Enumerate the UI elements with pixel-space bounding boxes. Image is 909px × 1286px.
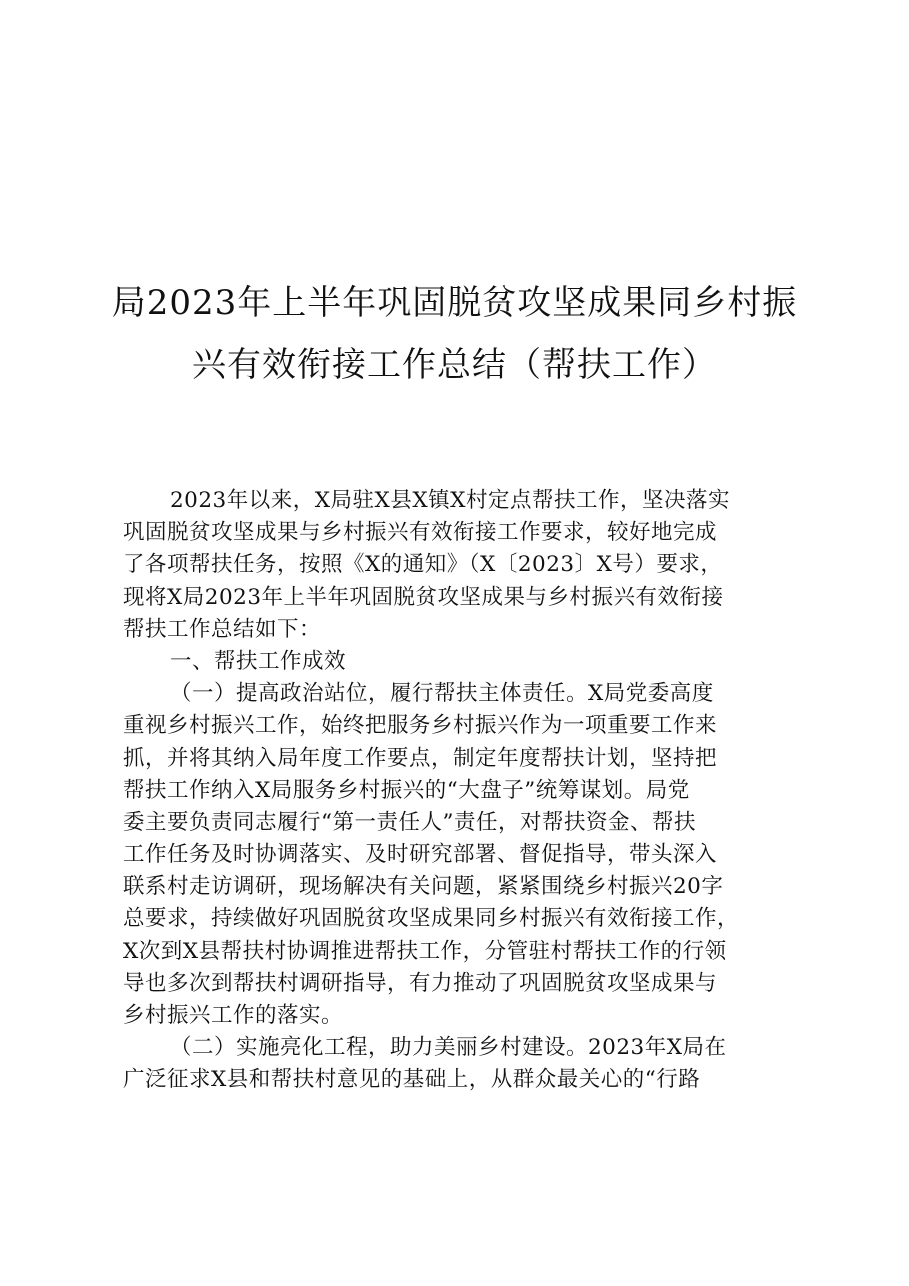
paragraph-line: 工作任务及时协调落实、及时研究部署、督促指导，带头深入 [123, 842, 718, 868]
paragraph-line: 委主要负责同志履行“第一责任人”责任，对帮扶资金、帮扶 [123, 809, 696, 835]
paragraph-line: 了各项帮扶任务，按照《X的通知》（X〔2023〕X号）要求， [123, 552, 723, 578]
paragraph-line: 抓，并将其纳入局年度工作要点，制定年度帮扶计划，坚持把 [123, 745, 718, 771]
paragraph-line: 帮扶工作总结如下： [123, 616, 322, 642]
document-title-line-1: 局2023年上半年巩固脱贫攻坚成果同乡村振 [111, 283, 798, 323]
paragraph-line: 乡村振兴工作的落实。 [123, 1003, 344, 1028]
section-heading: 一、帮扶工作成效 [170, 648, 347, 674]
paragraph-line: 重视乡村振兴工作，始终把服务乡村振兴作为一项重要工作来 [123, 713, 718, 739]
paragraph-line: 总要求，持续做好巩固脱贫攻坚成果同乡村振兴有效衔接工作， [123, 906, 740, 932]
paragraph-line: 现将X局2023年上半年巩固脱贫攻坚成果与乡村振兴有效衔接 [123, 584, 724, 610]
paragraph-line: （一）提高政治站位，履行帮扶主体责任。X局党委高度 [170, 681, 714, 707]
paragraph-line: （二）实施亮化工程，助力美丽乡村建设。2023年X局在 [170, 1035, 727, 1061]
document-body [123, 485, 803, 1097]
paragraph-line: 巩固脱贫攻坚成果与乡村振兴有效衔接工作要求，较好地完成 [123, 520, 718, 546]
paragraph-line: 联系村走访调研，现场解决有关问题，紧紧围绕乡村振兴20字 [123, 874, 724, 900]
document-title-line-2: 兴有效衔接工作总结（帮扶工作） [192, 345, 717, 385]
paragraph-line: X次到X县帮扶村协调推进帮扶工作，分管驻村帮扶工作的行领 [123, 938, 727, 964]
paragraph-line: 广泛征求X县和帮扶村意见的基础上，从群众最关心的“行路 [123, 1067, 701, 1093]
paragraph-line: 2023年以来，X局驻X县X镇X村定点帮扶工作，坚决落实 [170, 488, 730, 513]
paragraph-line: 导也多次到帮扶村调研指导，有力推动了巩固脱贫攻坚成果与 [123, 970, 718, 996]
paragraph-line: 帮扶工作纳入X局服务乡村振兴的“大盘子”统筹谋划。局党 [123, 777, 690, 803]
